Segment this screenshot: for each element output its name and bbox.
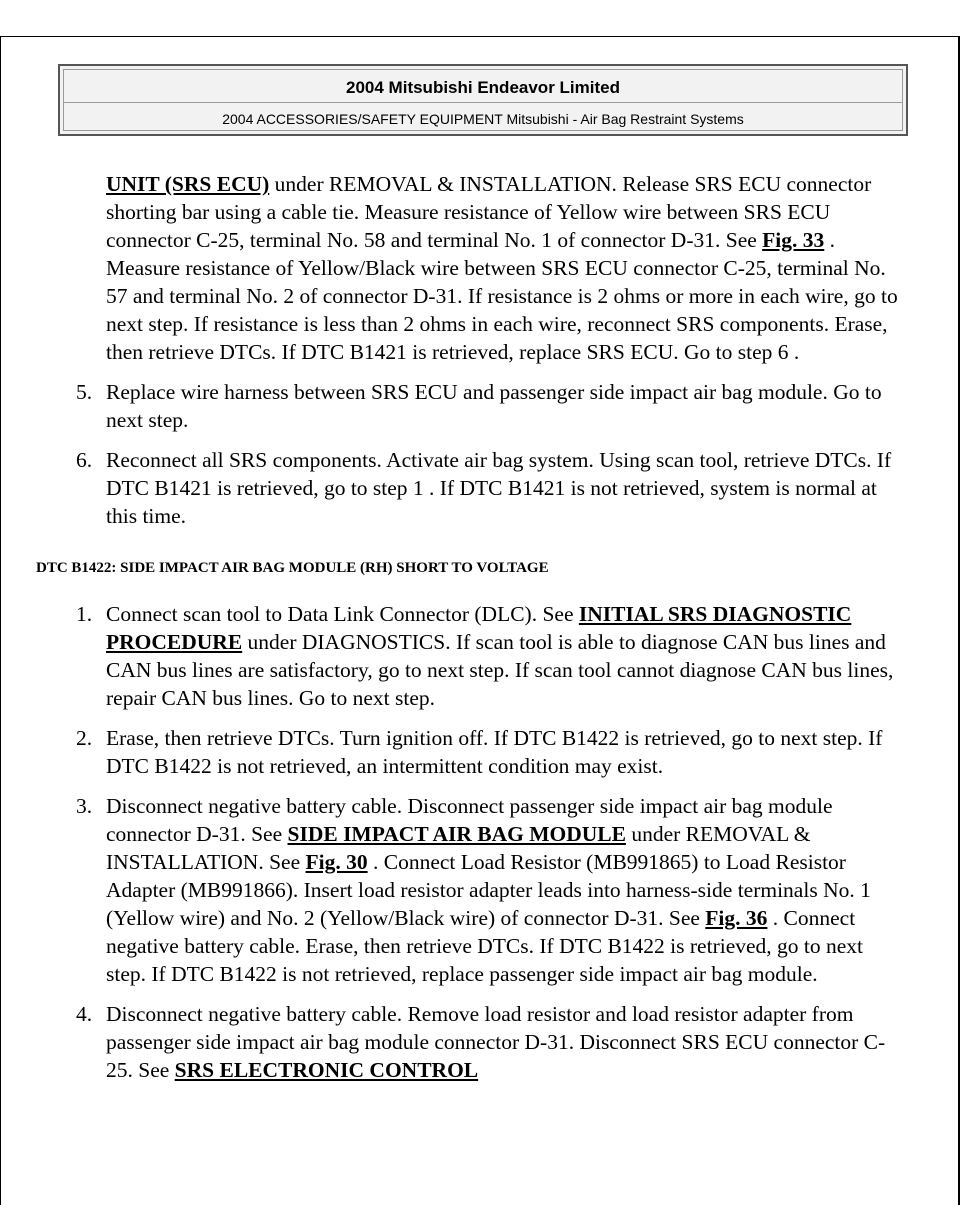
step-text-post: . Connect negative battery cable. Erase, then retrieve DTCs. If DTC B1422 is retrieved, go to next step. If DTC B1422 is not retrieved, replace passenger side impact air bag module.: [106, 906, 864, 986]
step-text: Replace wire harness between SRS ECU and passenger side impact air bag module. Go to next step.: [106, 380, 882, 432]
section-heading-dtc-b1422: DTC B1422: SIDE IMPACT AIR BAG MODULE (RH) SHORT TO VOLTAGE: [36, 560, 549, 576]
continued-text-part2: . Measure resistance of Yellow/Black wire between SRS ECU connector C-25, terminal No. 57 and terminal No. 2 of connector D-31. If resistance is 2 ohms or more in each wire, go to next step. If resistance is less than 2 ohms in each wire, reconnect SRS components. Erase, then retrieve DTCs. If DTC B1421 is retrieved, replace SRS ECU. Go to step 6 .: [106, 228, 898, 364]
link-fig-36[interactable]: Fig. 36: [705, 906, 768, 930]
link-fig-33[interactable]: Fig. 33: [762, 228, 825, 252]
step-number: 6.: [76, 448, 93, 472]
step-text-mid2: . Connect Load Resistor (MB991865) to Load Resistor Adapter (MB991866). Insert load resistor adapter leads into harness-side terminals No. 1 (Yellow wire) and No. 2 (Yellow/Black wire) of connector D-31. See: [106, 850, 871, 930]
step-text: Reconnect all SRS components. Activate air bag system. Using scan tool, retrieve DTCs. If DTC B1421 is retrieved, go to step 1 . If DTC B1421 is not retrieved, system is normal at this time.: [106, 448, 892, 528]
list-item-step-3: [0, 792, 960, 988]
step-text-pre: Disconnect negative battery cable. Remove load resistor and load resistor adapter from passenger side impact air bag module connector D-31. Disconnect SRS ECU connector C-25. See: [106, 1002, 886, 1082]
list-item-step-6: [0, 446, 960, 530]
step-number: 4.: [76, 1002, 93, 1026]
list-item-step-5: [0, 378, 960, 434]
list-item-step-2: [0, 724, 960, 780]
step-list-b1422: [0, 600, 960, 1084]
document-header: [58, 64, 908, 136]
link-fig-30[interactable]: Fig. 30: [305, 850, 368, 874]
document-body: [0, 170, 960, 1084]
step-number: 5.: [76, 380, 93, 404]
step-text-pre: Connect scan tool to Data Link Connector (DLC). See: [106, 602, 579, 626]
step-number: 1.: [76, 602, 93, 626]
continued-text-part1: under REMOVAL & INSTALLATION. Release SRS ECU connector shorting bar using a cable tie. Measure resistance of Yellow wire between SRS ECU connector C-25, terminal No. 58 and terminal No. 1 of connector D-31. See: [106, 172, 872, 252]
list-item-step-4: [0, 1000, 960, 1084]
step-list-b1421: [0, 378, 960, 530]
step-text-post: under DIAGNOSTICS. If scan tool is able to diagnose CAN bus lines and CAN bus lines are satisfactory, go to next step. If scan tool cannot diagnose CAN bus lines, repair CAN bus lines. Go to next step.: [106, 630, 894, 710]
link-srs-ecu-unit[interactable]: UNIT (SRS ECU): [106, 172, 270, 196]
vehicle-title: 2004 Mitsubishi Endeavor Limited: [346, 78, 620, 97]
header-divider: [64, 102, 902, 103]
step-number: 2.: [76, 726, 93, 750]
step-number: 3.: [76, 794, 93, 818]
link-initial-srs-diagnostic-procedure[interactable]: INITIAL SRS DIAGNOSTIC PROCEDURE: [106, 602, 852, 654]
section-subtitle: 2004 ACCESSORIES/SAFETY EQUIPMENT Mitsubishi - Air Bag Restraint Systems: [222, 111, 744, 127]
step-text: Erase, then retrieve DTCs. Turn ignition off. If DTC B1422 is retrieved, go to next step. If DTC B1422 is not retrieved, an intermittent condition may exist.: [106, 726, 883, 778]
step-text-pre: Disconnect negative battery cable. Disconnect passenger side impact air bag module connector D-31. See: [106, 794, 833, 846]
continued-step-text: [0, 170, 960, 366]
page-top-border: [0, 0, 960, 37]
list-item-step-1: [0, 600, 960, 712]
link-side-impact-air-bag-module[interactable]: SIDE IMPACT AIR BAG MODULE: [287, 822, 626, 846]
document-header-inner: [63, 69, 903, 131]
link-srs-electronic-control[interactable]: SRS ELECTRONIC CONTROL: [174, 1058, 479, 1082]
step-text-mid1: under REMOVAL & INSTALLATION. See: [106, 822, 811, 874]
